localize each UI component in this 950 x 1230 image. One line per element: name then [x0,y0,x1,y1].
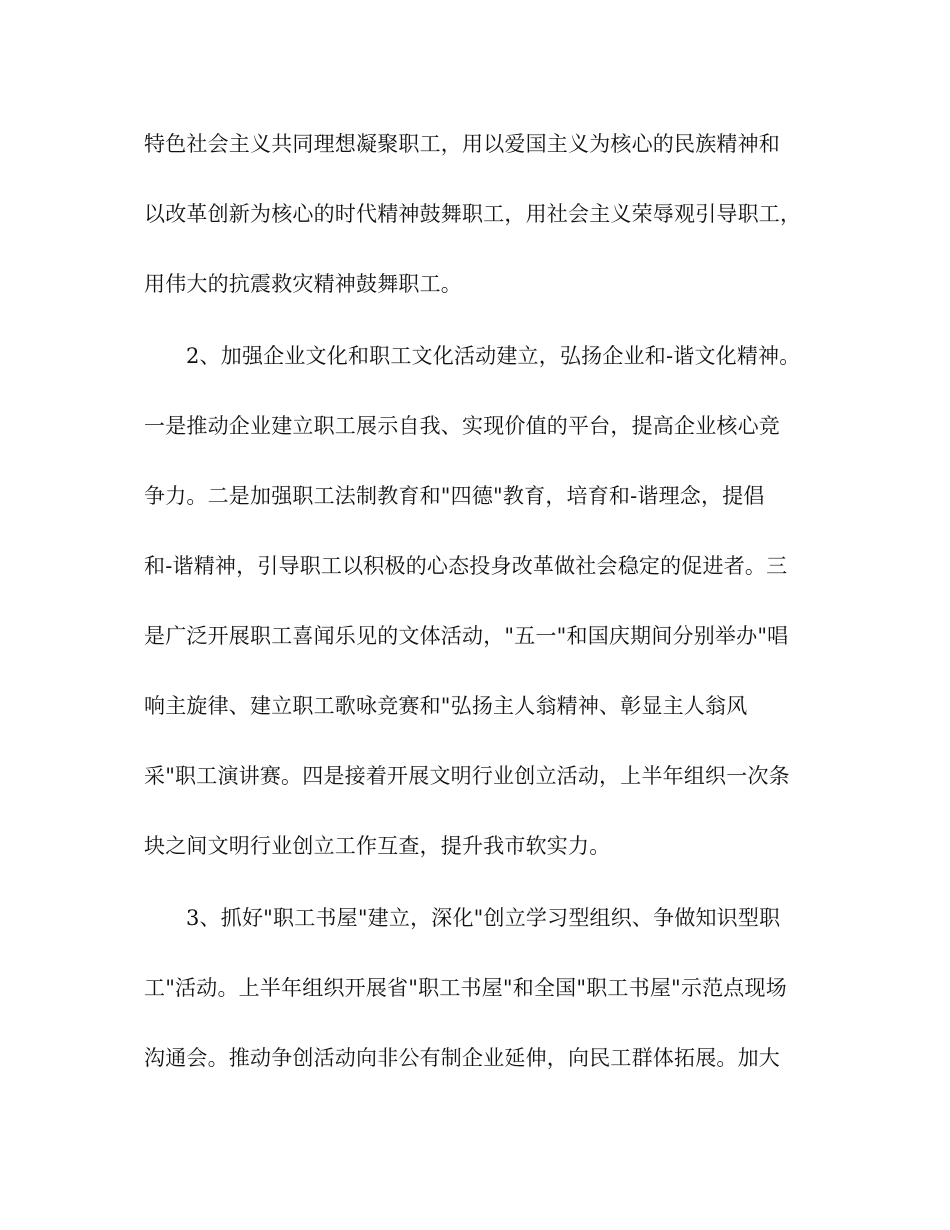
paragraph-start-line: 2、加强企业文化和职工文化活动建立，弘扬企业和-谐文化精神。 [186,344,801,368]
paragraph-start-line: 3、抓好"职工书屋"建立，深化"创立学习型组织、争做知识型职 [186,906,781,930]
text-line: 采"职工演讲赛。四是接着开展文明行业创立活动，上半年组织一次条 [144,764,790,788]
text-line: 块之间文明行业创立工作互查，提升我市软实力。 [144,834,611,858]
text-line: 争力。二是加强职工法制教育和"四德"教育，培育和-谐理念，提倡 [144,484,765,508]
text-line: 是广泛开展职工喜闻乐见的文体活动，"五一"和国庆期间分别举办"唱 [144,624,789,648]
text-line: 用伟大的抗震救灾精神鼓舞职工。 [144,272,462,296]
text-line: 和-谐精神，引导职工以积极的心态投身改革做社会稳定的促进者。三 [144,554,788,578]
text-line: 特色社会主义共同理想凝聚职工，用以爱国主义为核心的民族精神和 [144,132,780,156]
text-line: 以改革创新为核心的时代精神鼓舞职工，用社会主义荣辱观引导职工， [144,202,802,226]
text-line: 响主旋律、建立职工歌咏竞赛和"弘扬主人翁精神、彰显主人翁风 [144,694,748,718]
text-line: 一是推动企业建立职工展示自我、实现价值的平台，提高企业核心竞 [144,414,780,438]
text-line: 沟通会。推动争创活动向非公有制企业延伸，向民工群体拓展。加大 [144,1046,780,1070]
text-line: 工"活动。上半年组织开展省"职工书屋"和全国"职工书屋"示范点现场 [144,976,787,1000]
